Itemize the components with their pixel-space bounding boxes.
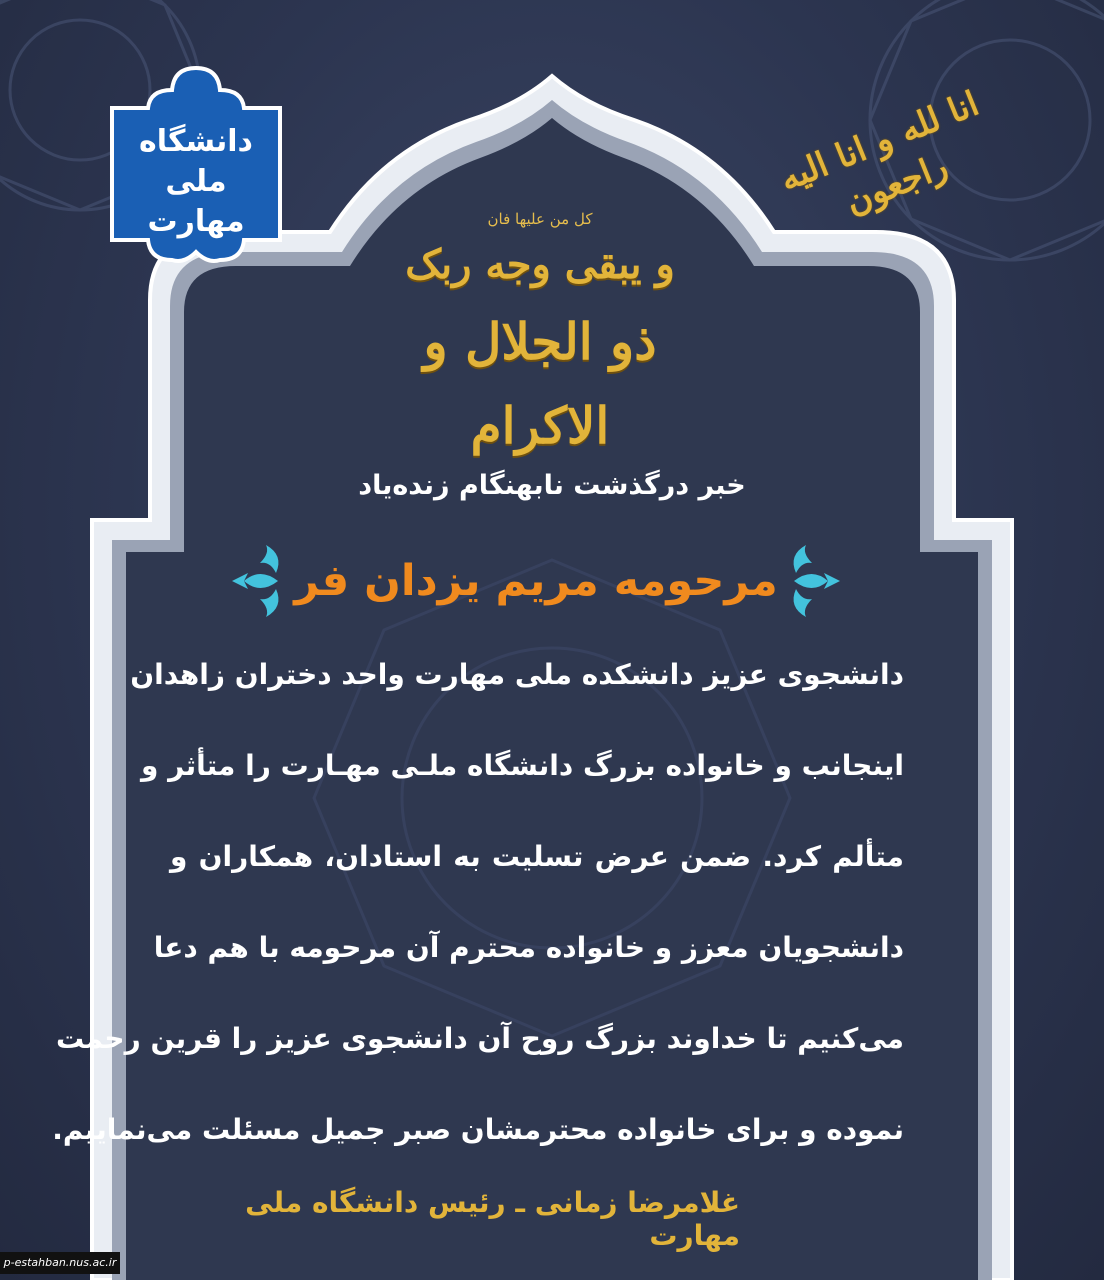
calligraphy-verse-right: انا لله و انا الیه راجعون <box>774 83 985 223</box>
message-line: نموده و برای خانواده محترمشان صبر جمیل مسئلت می‌نماییم. <box>52 1113 904 1146</box>
signature: غلامرضا زمانی ـ رئیس دانشگاه ملی مهارت <box>245 1186 740 1252</box>
calligraphy-line-2: ذو الجلال و الاکرام <box>423 312 657 455</box>
deceased-name: مرحومه مریم یزدان فر <box>294 556 778 606</box>
condolence-message <box>52 645 904 1191</box>
calligraphy-line-1: و یبقی وجه ربک <box>405 241 675 288</box>
calligraphy-caption: کل من علیها فان <box>487 210 593 228</box>
website-url[interactable]: p-estahban.nus.ac.ir <box>0 1252 120 1274</box>
logo-text-line2: ملی <box>165 164 227 199</box>
message-line: اینجانب و خانواده بزرگ دانشگاه ملـی مهـارت را متأثر و <box>141 749 904 782</box>
logo-text-line1: دانشگاه <box>139 124 253 159</box>
floral-ornament-icon <box>782 539 846 623</box>
message-line: دانشجوی عزیز دانشکده ملی مهارت واحد دختران زاهدان <box>130 658 904 691</box>
calligraphy-verse-center <box>360 210 720 455</box>
message-line: دانشجویان معزز و خانواده محترم آن مرحومه با هم دعا <box>153 931 904 964</box>
announcement-headline: خبر درگذشت نابهنگام زنده‌یاد <box>358 470 746 501</box>
message-line: متألم کرد. ضمن عرض تسلیت به استادان، همکاران و <box>170 840 904 873</box>
message-line: می‌کنیم تا خداوند بزرگ روح آن دانشجوی عزیز را قرین رحمت <box>56 1022 904 1055</box>
deceased-name-row <box>226 536 846 626</box>
university-logo <box>108 64 284 264</box>
logo-text-line3: مهارت <box>147 204 245 239</box>
floral-ornament-icon <box>226 539 290 623</box>
